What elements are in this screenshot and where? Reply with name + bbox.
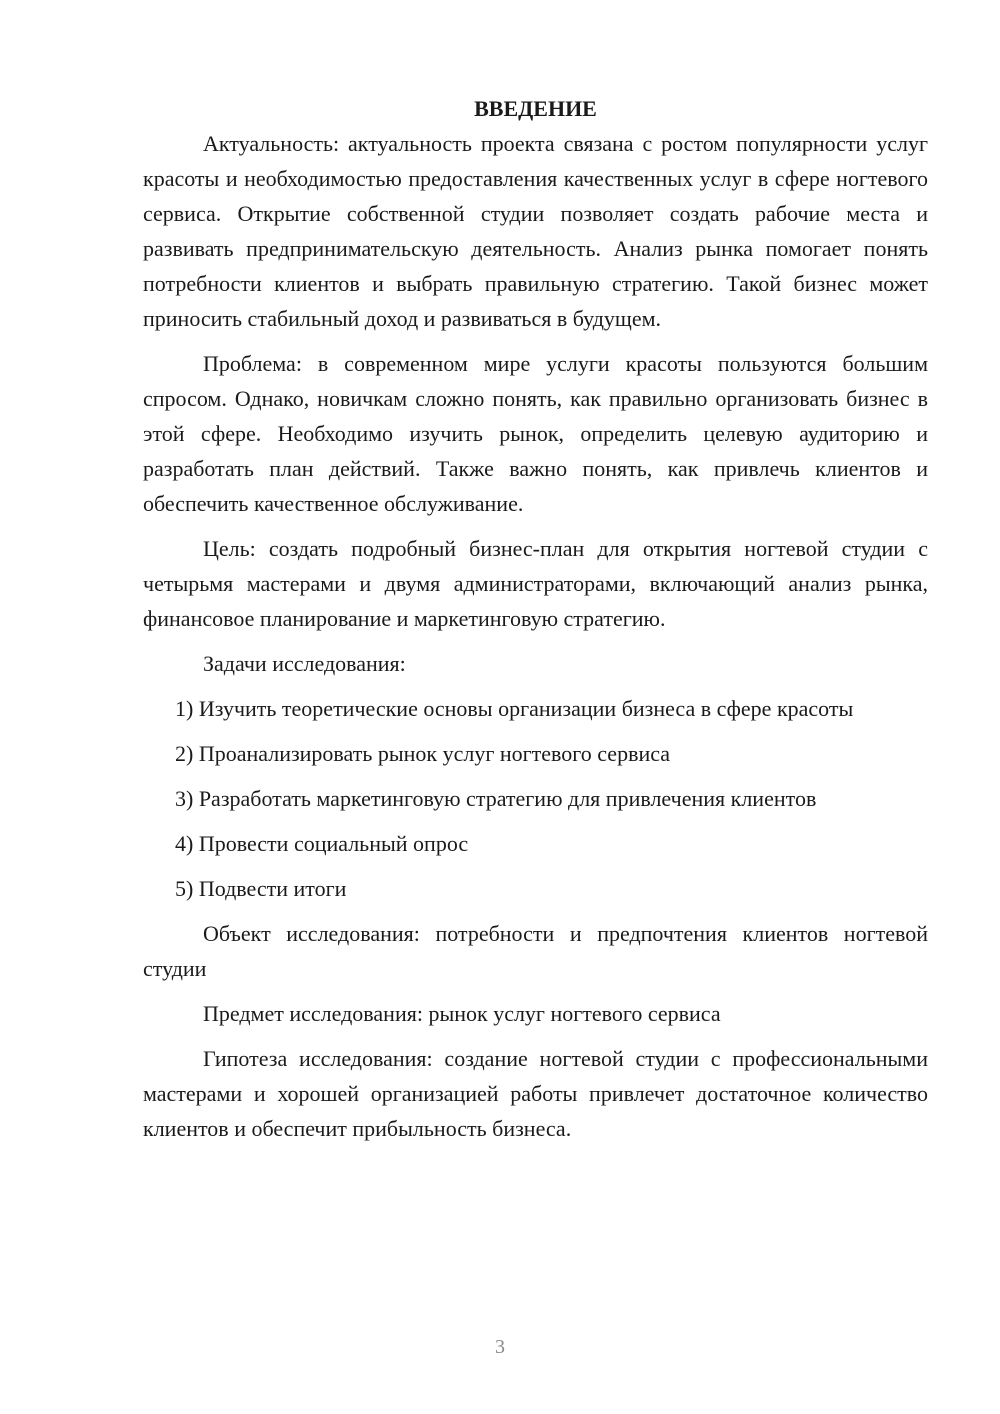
task-item-1: 1) Изучить теоретические основы организации бизнеса в сфере красоты	[175, 696, 854, 721]
task-item-4: 4) Провести социальный опрос	[175, 831, 469, 856]
section-heading: ВВЕДЕНИЕ	[474, 96, 597, 121]
subject-paragraph: Предмет исследования: рынок услуг ногтевого сервиса	[203, 1001, 721, 1026]
problem-paragraph: Проблема: в современном мире услуги красоты пользуются большим спросом. Однако, новичкам сложно понять, как правильно организовать бизнес в этой сфере. Необходимо изучить рынок, определить целевую аудиторию и разработать план действий. Также важно понять, как привлечь клиентов и обеспечить качественное обслуживание.	[143, 351, 928, 516]
hypothesis-paragraph: Гипотеза исследования: создание ногтевой студии с профессиональными мастерами и хорошей организацией работы привлечет достаточное количество клиентов и обеспечит прибыльность бизнеса.	[143, 1046, 928, 1141]
relevance-paragraph: Актуальность: актуальность проекта связана с ростом популярности услуг красоты и необходимостью предоставления качественных услуг в сфере ногтевого сервиса. Открытие собственной студии позволяет создать рабочие места и развивать предпринимательскую деятельность. Анализ рынка помогает понять потребности клиентов и выбрать правильную стратегию. Такой бизнес может приносить стабильный доход и развиваться в будущем.	[143, 131, 928, 331]
document-page	[143, 92, 928, 1156]
object-paragraph: Объект исследования: потребности и предпочтения клиентов ногтевой студии	[143, 921, 928, 981]
tasks-title: Задачи исследования:	[203, 651, 406, 676]
goal-paragraph: Цель: создать подробный бизнес-план для открытия ногтевой студии с четырьмя мастерами и двумя администраторами, включающий анализ рынка, финансовое планирование и маркетинговую стратегию.	[143, 536, 928, 631]
task-item-3: 3) Разработать маркетинговую стратегию для привлечения клиентов	[175, 786, 817, 811]
page-number: 3	[495, 1336, 505, 1358]
task-item-2: 2) Проанализировать рынок услуг ногтевого сервиса	[175, 741, 671, 766]
task-item-5: 5) Подвести итоги	[175, 876, 347, 901]
